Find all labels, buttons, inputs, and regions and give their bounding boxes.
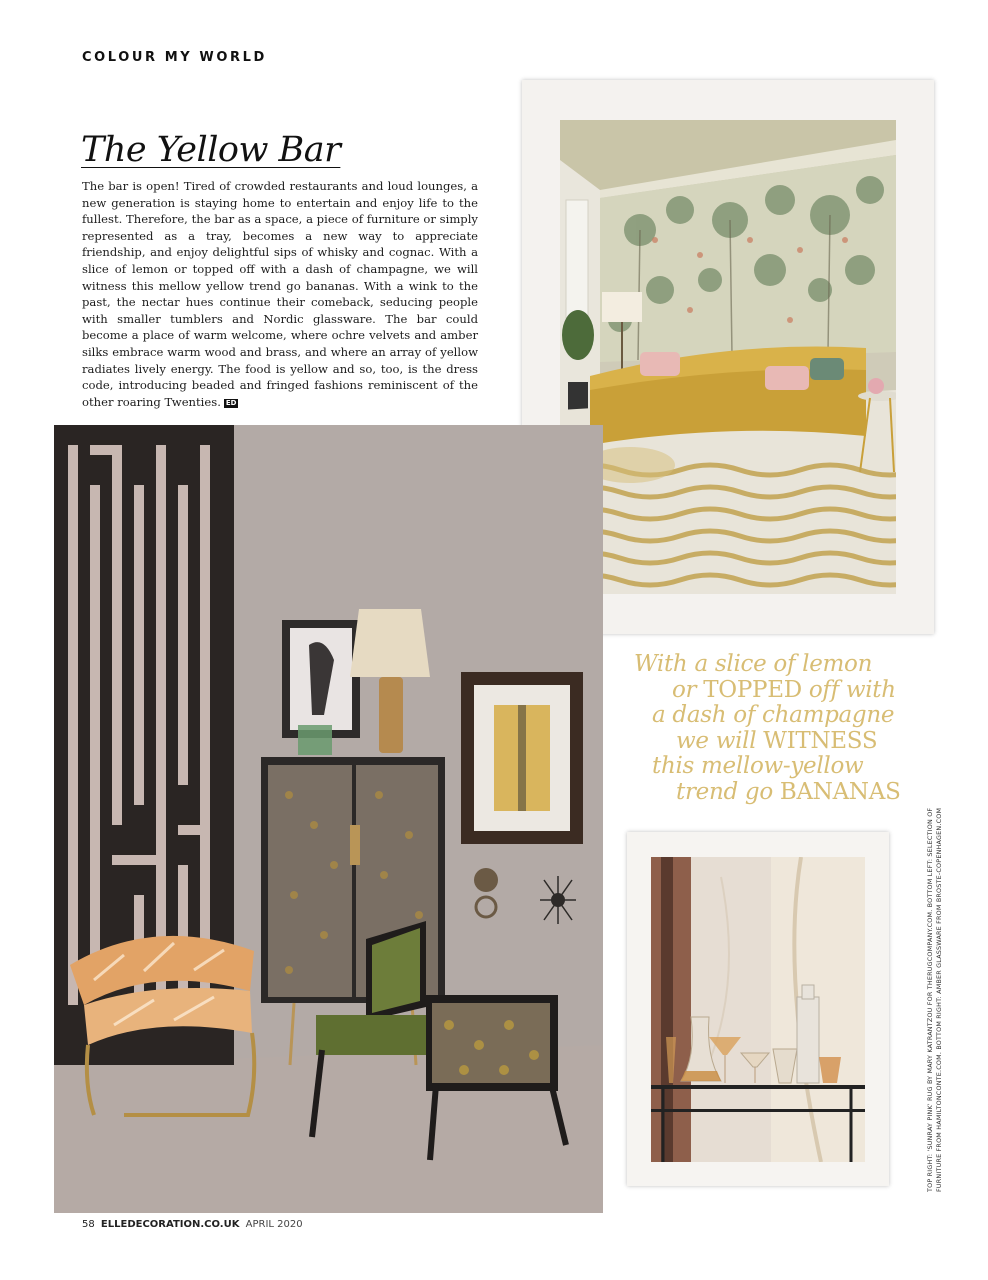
- photo-credits: TOP RIGHT: 'SUNRAY PINK' RUG BY MARY KATRANTZOU FOR THERUGCOMPANY.COM. BOTTOM LEFT: SELECTION OF FURNITURE FROM HAMILTONCONTE.COM. BOTTOM RIGHT: AMBER GLASSWARE FROM BROSTE-COPENHAGEN.COM: [926, 807, 943, 1192]
- quote-line: or TOPPED off with: [672, 676, 896, 703]
- website: ELLEDECORATION.CO.UK: [100, 1219, 240, 1230]
- article-body: [82, 178, 478, 410]
- quote-line: trend go BANANAS: [676, 778, 901, 805]
- glassware-photo: [651, 857, 865, 1162]
- issue-date: APRIL 2020: [245, 1219, 303, 1230]
- quote-line: this mellow-yellow: [652, 753, 864, 779]
- article-body-text: The bar is open! Tired of crowded restaurants and loud lounges, a new generation is staying home to entertain and enjoy life to the fullest. Therefore, the bar as a space, a piece of furniture or simply represented as a tray, becomes a new way to appreciate friendship, and enjoy delightful sips of whisky and cognac. With a slice of lemon or topped off with a dash of champagne, we will witness this mellow yellow trend go bananas. With a wink to the past, the nectar hues continue their comeback, seducing people with smaller tumblers and Nordic glassware. The bar could become a place of warm welcome, where ochre velvets and amber silks embrace warm wood and brass, and where an array of yellow radiates lively energy. The food is yellow and so, too, is the dress code, introducing beaded and fringed fashions reminiscent of the other roaring Twenties.: [82, 179, 478, 409]
- quote-line: we will WITNESS: [676, 727, 878, 754]
- quote-line: With a slice of lemon: [634, 651, 873, 677]
- article-title: The Yellow Bar: [81, 130, 341, 170]
- page-number: 58: [82, 1219, 95, 1230]
- living-room-photo: [560, 120, 896, 594]
- photo-frame-glassware: [627, 832, 889, 1186]
- page-footer: [82, 1219, 303, 1230]
- pull-quote: [630, 652, 930, 805]
- quote-line: a dash of champagne: [652, 702, 895, 728]
- section-label: COLOUR MY WORLD: [82, 50, 267, 65]
- bar-room-photo: [54, 425, 603, 1213]
- end-mark: ED: [225, 398, 237, 407]
